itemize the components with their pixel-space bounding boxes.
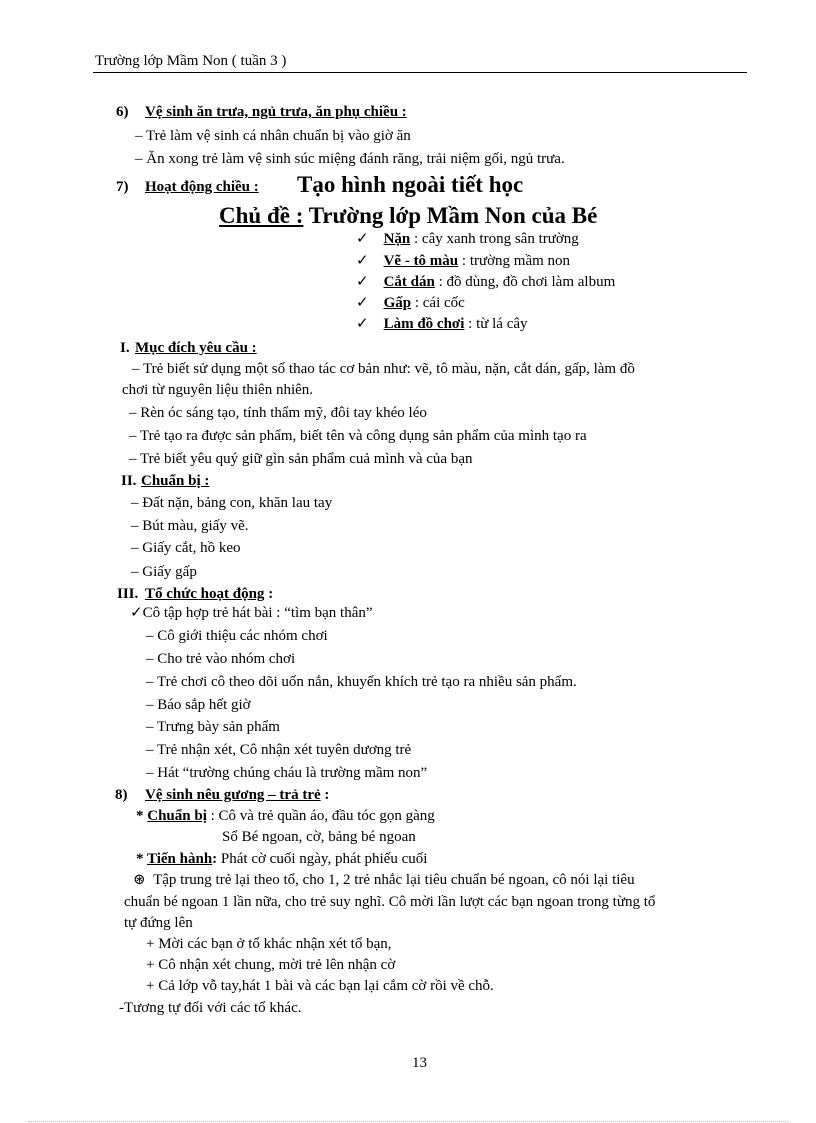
page-header-title: Trường lớp Mầm Non ( tuần 3 ): [95, 53, 287, 69]
part3-title: Tổ chức hoạt động: [145, 586, 265, 602]
check-term: Nặn: [383, 231, 411, 247]
page-number: 13: [412, 1055, 427, 1071]
check-item: [356, 294, 465, 312]
proc-value: Phát cờ cuối ngày, phát phiếu cuối: [217, 851, 428, 867]
theme-label: Chủ đề :: [219, 203, 304, 228]
section7-title: Tạo hình ngoài tiết học: [297, 172, 524, 197]
header-rule: [93, 72, 747, 73]
prep-value: : Cô và trẻ quần áo, đầu tóc gọn gàng: [206, 808, 435, 824]
theme-line: [219, 203, 597, 229]
paragraph-line: ⊛ Tập trung trẻ lại theo tổ, cho 1, 2 trẻ nhắc lại tiêu chuẩn bé ngoan, cô nói lại tiêu: [133, 872, 635, 888]
list-item: – Cô giới thiệu các nhóm chơi: [146, 628, 328, 644]
section8-title: Vệ sinh nêu gương – trả trẻ: [145, 787, 321, 803]
check-desc: : đồ dùng, đồ chơi làm album: [434, 274, 616, 290]
check-icon: ✓: [356, 295, 369, 311]
check-item: [356, 252, 570, 270]
check-icon: ✓: [356, 231, 369, 247]
check-desc: : cái cốc: [411, 295, 465, 311]
check-term: Vẽ - tô màu: [383, 253, 459, 269]
list-item: + Cô nhận xét chung, mời trẻ lên nhận cờ: [146, 957, 396, 973]
check-desc: : trường mầm non: [458, 253, 571, 269]
section6-title: Vệ sinh ăn trưa, ngủ trưa, ăn phụ chiều :: [145, 104, 407, 120]
section7-label: Hoạt động chiều :: [145, 179, 259, 195]
list-item: – Trưng bày sản phẩm: [146, 719, 280, 735]
section8-title-suffix: :: [320, 787, 330, 803]
check-item: [356, 273, 615, 291]
check-item: [356, 230, 579, 248]
paragraph-line: -Tương tự đối với các tổ khác.: [119, 1000, 302, 1016]
proc-label: Tiến hành: [146, 851, 213, 867]
section8-number: 8): [115, 787, 128, 803]
prep-line: * Chuẩn bị : Cô và trẻ quần áo, đầu tóc gọn gàng: [136, 808, 435, 824]
list-item: – Bút màu, giấy vẽ.: [131, 518, 249, 534]
section6-number: 6): [116, 104, 129, 120]
check-term: Cắt dán: [383, 274, 435, 290]
theme-value: Trường lớp Mầm Non của Bé: [303, 203, 598, 228]
list-item: – Giấy gấp: [131, 564, 197, 580]
paragraph-line: – Rèn óc sáng tạo, tính thẩm mỹ, đôi tay khéo léo: [129, 405, 427, 421]
proc-colon: :: [212, 851, 218, 867]
check-icon: ✓: [356, 253, 369, 269]
list-item: – Cho trẻ vào nhóm chơi: [146, 651, 296, 667]
list-item: + Mời các bạn ở tổ khác nhận xét tổ bạn,: [146, 936, 392, 952]
part3-title-suffix: :: [264, 586, 274, 602]
paragraph-line: – Trẻ biết sử dụng một số thao tác cơ bản như: vẽ, tô màu, nặn, cắt dán, gấp, làm đồ: [132, 361, 635, 377]
paragraph-line: chơi từ nguyên liệu thiên nhiên.: [122, 382, 314, 398]
list-item: – Hát “trường chúng cháu là trường mầm non”: [146, 765, 428, 781]
part3-number: III.: [117, 586, 139, 602]
list-item: – Ăn xong trẻ làm vệ sinh súc miệng đánh răng, trải niệm gối, ngủ trưa.: [135, 151, 565, 167]
list-item: – Trẻ làm vệ sinh cá nhân chuẩn bị vào giờ ăn: [135, 128, 411, 144]
list-item: + Cả lớp vỗ tay,hát 1 bài và các bạn lại cắm cờ rồi về chỗ.: [146, 978, 494, 994]
check-icon: ✓: [356, 316, 369, 332]
prep-label: Chuẩn bị: [147, 808, 207, 824]
check-term: Làm đồ chơi: [383, 316, 465, 332]
part1-number: I.: [120, 340, 130, 356]
check-line-text: Cô tập hợp trẻ hát bài : “tìm bạn thân”: [142, 605, 373, 621]
list-item: – Trẻ nhận xét, Cô nhận xét tuyên dương trẻ: [146, 742, 412, 758]
check-item: [356, 315, 528, 333]
section8-title-line: [145, 786, 329, 804]
list-item: – Giấy cắt, hồ keo: [131, 540, 241, 556]
check-icon: ✓: [130, 605, 143, 621]
paragraph-line: – Trẻ tạo ra được sản phẩm, biết tên và công dụng sản phẩm của mình tạo ra: [129, 428, 587, 444]
check-icon: ✓: [356, 274, 369, 290]
paragraph-line: chuẩn bé ngoan 1 lần nữa, cho trẻ suy nghĩ. Cô mời lần lượt các bạn ngoan trong từng tổ: [124, 894, 656, 910]
page-edge: [28, 1121, 788, 1122]
check-desc: : cây xanh trong sân trường: [410, 231, 579, 247]
part2-title: Chuẩn bị :: [141, 473, 210, 489]
check-term: Gấp: [383, 295, 412, 311]
part3-check-line: [130, 604, 373, 622]
prep-line-2: Sổ Bé ngoan, cờ, bảng bé ngoan: [222, 829, 416, 845]
list-item: – Đất nặn, bảng con, khăn lau tay: [131, 495, 333, 511]
section7-number: 7): [116, 179, 129, 195]
paragraph-line: – Trẻ biết yêu quý giữ gìn sản phẩm cuả mình và của bạn: [129, 451, 473, 467]
check-desc: : từ lá cây: [464, 316, 528, 332]
sun-icon: ⊛: [133, 872, 146, 888]
part2-number: II.: [121, 473, 137, 489]
list-item: – Trẻ chơi cô theo dõi uốn nắn, khuyến khích trẻ tạo ra nhiều sản phẩm.: [146, 674, 577, 690]
part1-title: Mục đích yêu cầu :: [135, 340, 257, 356]
list-item: – Báo sắp hết giờ: [146, 697, 251, 713]
proc-line: * Tiến hành: Phát cờ cuối ngày, phát phiếu cuối: [136, 851, 428, 867]
part3-title-line: [145, 585, 273, 603]
paragraph-line: tự đứng lên: [124, 915, 193, 931]
